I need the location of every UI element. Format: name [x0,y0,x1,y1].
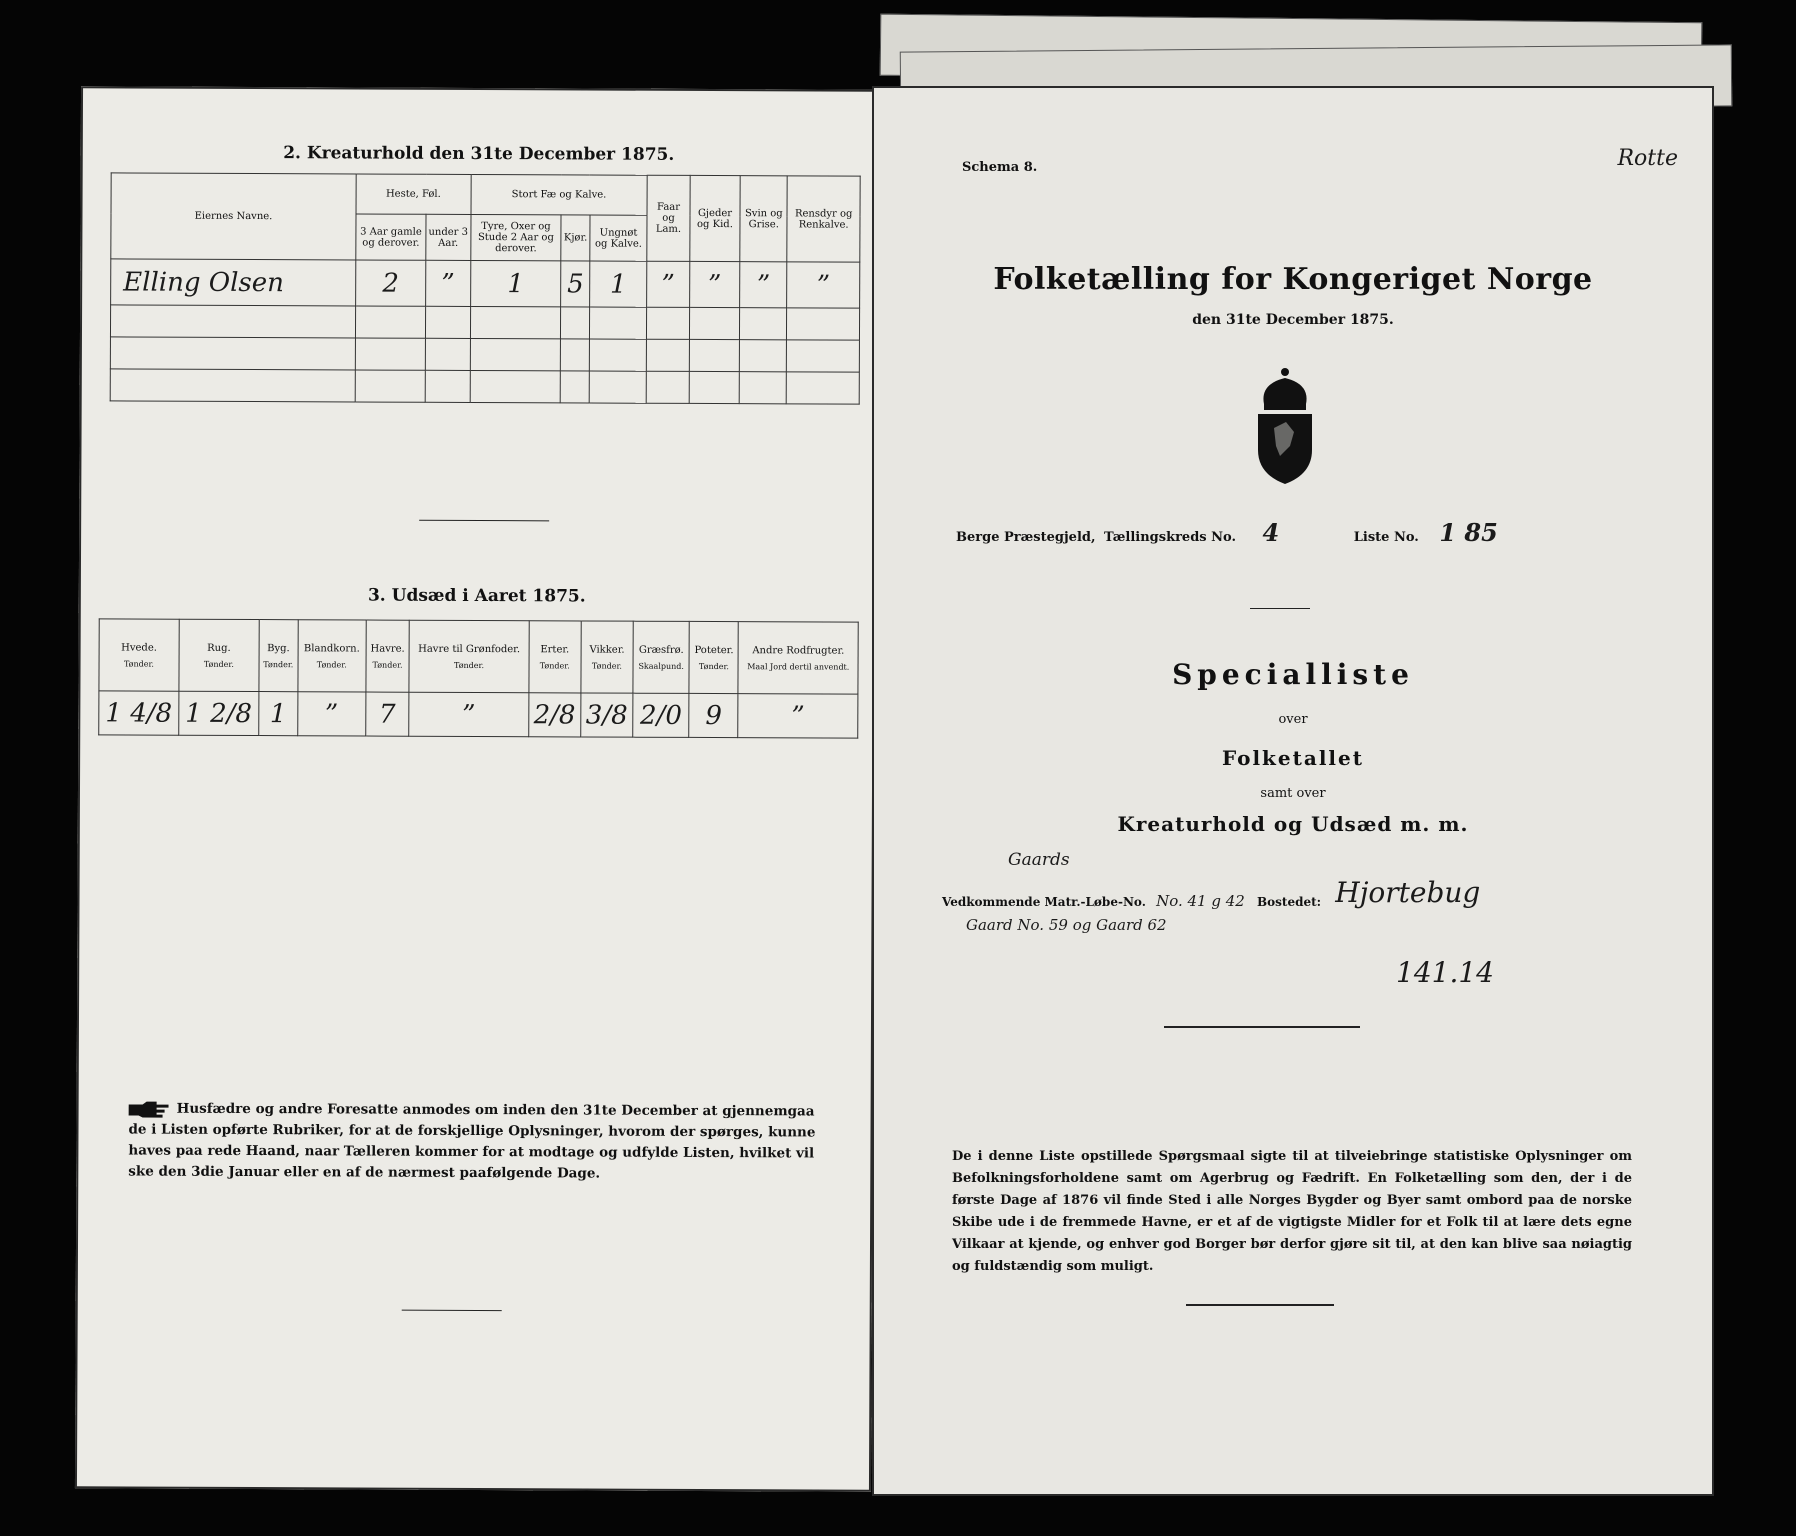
cell: 1 [470,260,561,306]
seed-header [581,621,634,693]
seed-header [298,620,366,692]
seed-header [179,619,259,691]
body-text: De i denne Liste opstillede Spørgsmaal sigte til at tilveiebringe statistiske Oplysninger om Befolkningsforholdene samt om Agerbrug og Fædrift. En Folketælling som den, der i de første Dage af 1876 vil finde Sted i alle Norges Bygder og Byer samt ombord paa de norske Skibe ude i de fremmede Havne, er et af de vigtigste Midler for et Folk til at lære dets egne Vilkaar at kjende, og enhver god Borger bør derfor gjøre sit til, at den kan blive saa nøiagtig og fuldstændig som muligt. [952,1149,1632,1274]
seed-header [409,620,529,693]
seed-header-unit: Tønder. [203,659,234,669]
seed-header-crop: Havre. [370,643,405,655]
seed-value: 1 4/8 [99,691,179,735]
table-row [111,259,860,308]
circuit-label: Tællingskreds No. [1104,530,1236,545]
property-extra: Gaard No. 59 og Gaard 62 [966,916,1167,934]
goats-header: Gjeder og Kid. [690,175,741,261]
seed-value: 3/8 [581,693,633,737]
district-line [956,518,1636,547]
schema-label: Schema 8. [962,160,1038,175]
divider [419,520,549,522]
folketallet-title: Folketallet [1222,746,1364,770]
specialliste-title: Specialliste [1172,658,1414,691]
seed-header-unit: Tønder. [123,658,155,669]
property-line [942,850,1682,910]
sheep-header: Faar og Lam. [647,175,690,261]
property-label: Vedkommende Matr.-Løbe-No. [942,895,1146,909]
seed-value: ” [298,692,366,736]
seed-value: 1 [259,692,298,736]
over-text: over [1278,712,1308,727]
property-value: No. 41 g 42 [1156,892,1245,910]
seed-header [259,620,298,692]
seed-header-unit: Tønder. [591,661,622,671]
seed-value: ” [738,694,858,739]
seed-value: 9 [689,693,738,737]
seed-header-unit: Skaalpund. [638,661,684,671]
livestock-title: 2. Kreaturhold den 31te December 1875. [283,143,675,165]
cell: 1 [590,261,648,307]
divider [402,1310,502,1311]
seed-header-crop: Andre Rodfrugter. [752,644,845,657]
census-date: den 31te December 1875. [1192,312,1394,328]
kreaturhold-title: Kreaturhold og Udsæd m. m. [1117,812,1469,836]
seed-value: ” [409,692,528,737]
seed-header [99,619,179,691]
seed-table [98,618,859,738]
owner-header: Eiernes Navne. [111,173,356,260]
circuit-value: 4 [1262,518,1280,547]
notice-body: Husfædre og andre Foresatte anmodes om inden den 31te December at gjennemgaa de i Listen opførte Rubriker, for at de forskjellige Oplysninger, hvorom der spørges, kunne haves paa rede Haand, naar Tælleren kommer for at modtage og udfylde Listen, hvilket vil ske den 3die Januar eller en af de nærmest paafølgende Dage. [128,1100,816,1182]
place-value: Hjortebug [1335,876,1481,909]
seed-header [738,622,858,695]
table-row [110,337,859,372]
seed-title: 3. Udsæd i Aaret 1875. [367,585,586,607]
left-page [75,86,877,1491]
list-label: Liste No. [1353,530,1419,545]
cell: ” [740,262,787,308]
seed-header-crop: Havre til Grønfoder. [418,643,521,655]
cell: 5 [561,261,590,307]
seed-value: 7 [365,692,409,736]
seed-header [633,621,690,693]
seed-header-crop: Vikker. [589,643,625,656]
seed-header [366,620,410,692]
seed-header-unit: Tønder. [263,659,294,669]
reindeer-header: Rensdyr og Renkalve. [787,176,860,262]
seed-header-crop: Blandkorn. [303,642,360,654]
horses-header: Heste, Føl. [356,174,471,214]
seed-header [689,621,738,693]
cattle-header: Stort Fæ og Kalve. [471,174,648,215]
seed-header-crop: Hvede. [121,641,157,654]
seed-header-crop: Byg. [267,642,290,654]
corner-note: Rotte [1617,146,1678,171]
livestock-table [110,172,861,404]
divider [1186,1304,1334,1306]
parish: Berge Præstegjeld, [956,530,1096,545]
seed-header-unit: Tønder. [539,660,570,670]
seed-header-unit: Tønder. [698,661,729,671]
pigs-header: Svin og Grise. [740,176,788,262]
seed-header-unit: Tønder. [316,659,347,669]
seed-header-unit: Tønder. [372,660,403,670]
owner-name: Elling Olsen [111,259,356,306]
cell: ” [426,260,471,306]
table-row [110,305,859,340]
horse-sub-header: 3 Aar gamle og derover. [356,214,426,260]
seed-value: 2/0 [633,693,690,737]
cell: 2 [356,260,426,306]
main-title: Folketælling for Kongeriget Norge [993,262,1593,297]
samt-over-text: samt over [1260,786,1326,801]
table-row [110,369,859,404]
cell: ” [787,262,860,308]
list-value: 1 85 [1439,518,1498,547]
divider [1164,1026,1360,1028]
seed-header-unit: Maal Jord dertil anvendt. [747,661,850,672]
seed-header-unit: Tønder. [453,660,485,670]
seed-header-crop: Erter. [540,643,570,655]
seed-header-crop: Græsfrø. [638,644,684,656]
notice-text [128,1098,828,1185]
table-row [99,691,858,738]
right-page [872,86,1714,1496]
pointing-hand-icon [129,1100,169,1118]
seed-value: 2/8 [528,693,580,737]
seed-header-crop: Rug. [207,642,231,654]
cattle-sub-header: Tyre, Oxer og Stude 2 Aar og derover. [470,214,561,260]
seed-header-crop: Poteter. [694,644,734,656]
cell: ” [689,261,740,307]
handwritten-above: Gaards [1008,850,1070,870]
seed-header [529,621,582,693]
cell: ” [647,261,690,307]
cattle-sub-header: Kjør. [561,215,590,261]
cattle-sub-header: Ungnøt og Kalve. [590,215,648,261]
property-number: 141.14 [1396,956,1494,989]
divider [1250,608,1310,609]
coat-of-arms-icon [1250,366,1320,488]
horse-sub-header: under 3 Aar. [426,214,471,260]
place-label: Bostedet: [1257,895,1322,909]
seed-value: 1 2/8 [179,691,259,735]
